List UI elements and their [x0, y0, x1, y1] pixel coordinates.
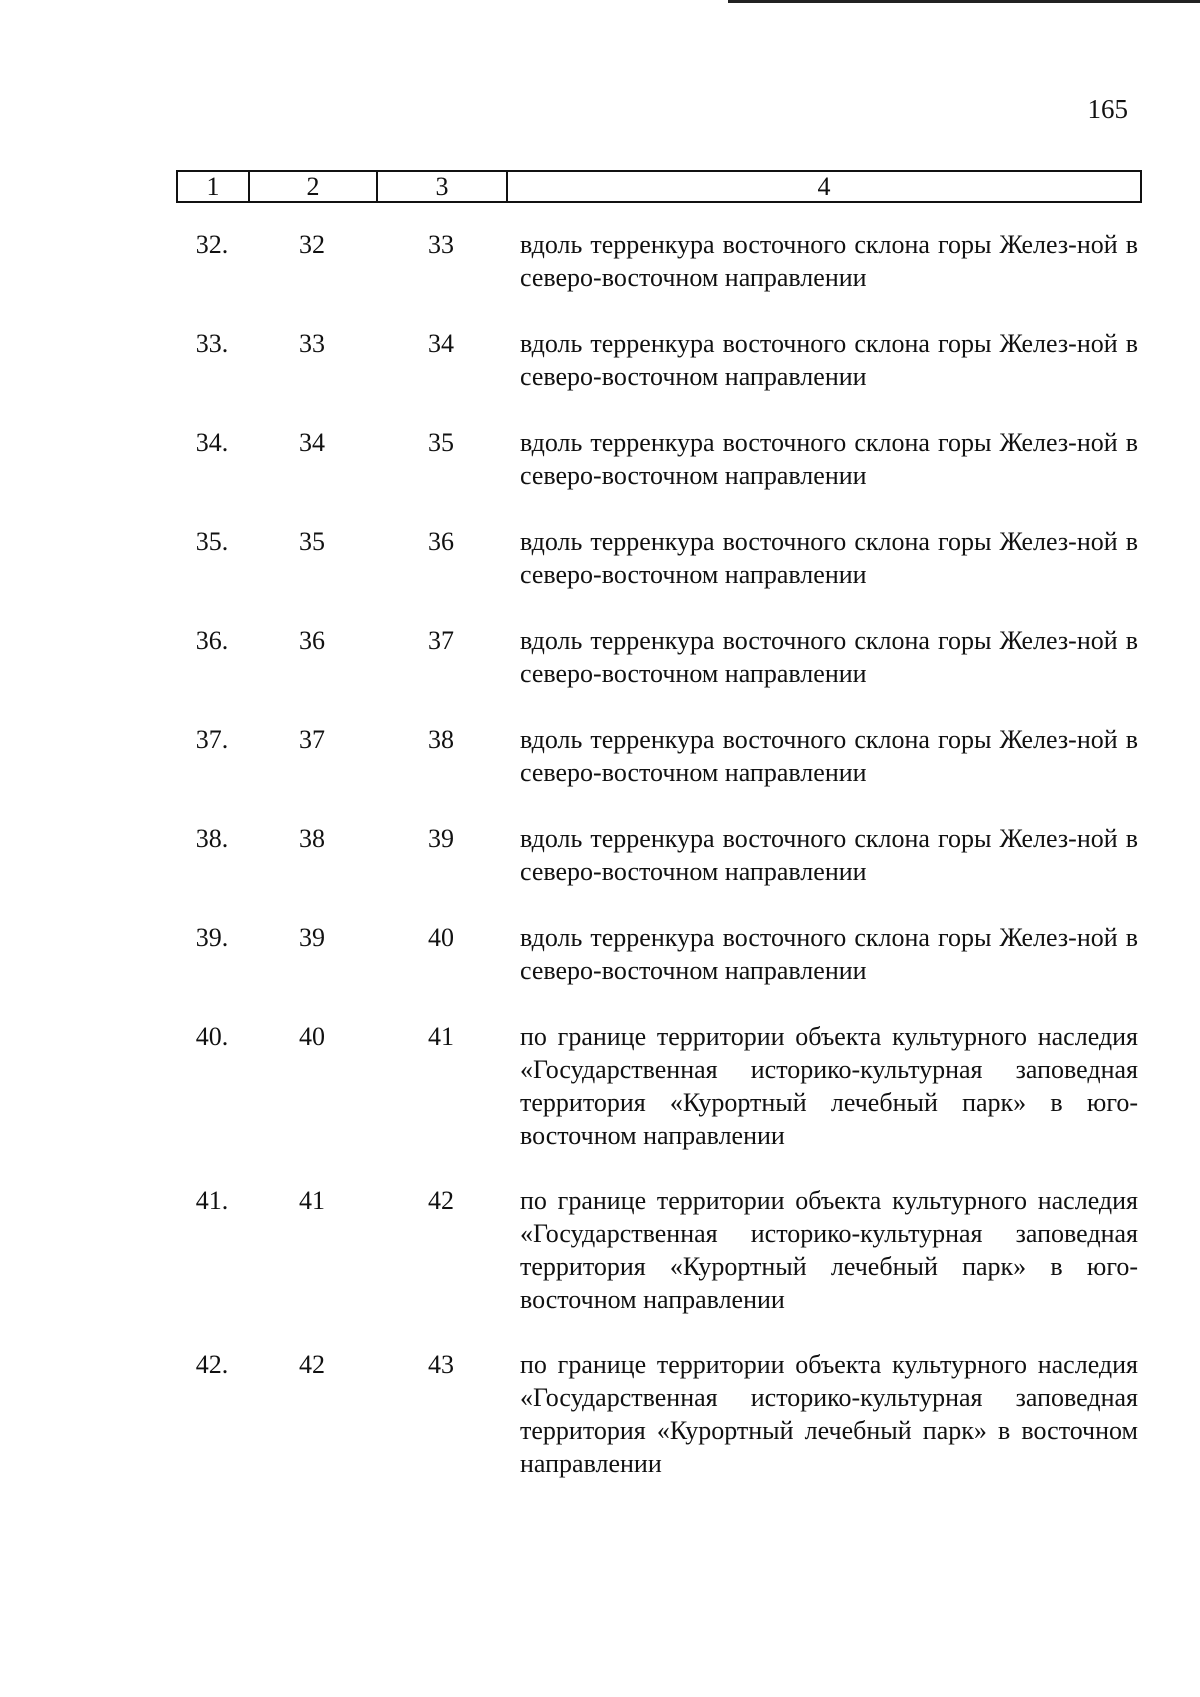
start-point: 40 — [299, 1022, 325, 1051]
end-point: 38 — [428, 725, 454, 754]
row-number: 33. — [195, 329, 229, 358]
start-point: 32 — [299, 230, 325, 259]
start-point: 36 — [299, 626, 325, 655]
start-point: 34 — [299, 428, 325, 457]
column-number-header — [176, 170, 1142, 203]
row-number: 34. — [195, 428, 229, 457]
boundary-description: по границе территории объекта культурного наследия «Государственная историко-культурная заповедная территория «Курортный лечебный парк» в восточном направлении — [520, 1350, 1138, 1478]
boundary-description: вдоль терренкура восточного склона горы Желез-ной в северо-восточном направлении — [520, 527, 1138, 589]
row-number: 37. — [195, 725, 229, 754]
header-col-3: 3 — [378, 172, 508, 201]
table-row — [176, 723, 1142, 789]
row-number: 42. — [195, 1350, 229, 1379]
row-number: 36. — [195, 626, 229, 655]
row-number: 39. — [195, 923, 229, 952]
start-point: 37 — [299, 725, 325, 754]
row-number: 41. — [195, 1186, 229, 1215]
start-point: 41 — [299, 1186, 325, 1215]
table-row — [176, 525, 1142, 591]
table-row — [176, 1184, 1142, 1316]
table-row — [176, 624, 1142, 690]
boundary-description: вдоль терренкура восточного склона горы Желез-ной в северо-восточном направлении — [520, 329, 1138, 391]
top-edge-rule — [728, 0, 1200, 3]
row-number: 40. — [195, 1022, 229, 1051]
boundary-description: по границе территории объекта культурного наследия «Государственная историко-культурная заповедная территория «Курортный лечебный парк» в юго-восточном направлении — [520, 1022, 1138, 1150]
boundary-description: вдоль терренкура восточного склона горы Желез-ной в северо-восточном направлении — [520, 923, 1138, 985]
row-number: 35. — [195, 527, 229, 556]
end-point: 39 — [428, 824, 454, 853]
end-point: 42 — [428, 1186, 454, 1215]
end-point: 40 — [428, 923, 454, 952]
start-point: 33 — [299, 329, 325, 358]
end-point: 35 — [428, 428, 454, 457]
header-col-2: 2 — [250, 172, 378, 201]
start-point: 38 — [299, 824, 325, 853]
end-point: 37 — [428, 626, 454, 655]
end-point: 41 — [428, 1022, 454, 1051]
table-row — [176, 426, 1142, 492]
table-row — [176, 327, 1142, 393]
end-point: 33 — [428, 230, 454, 259]
table-row — [176, 921, 1142, 987]
page-number: 165 — [1087, 94, 1128, 124]
start-point: 35 — [299, 527, 325, 556]
table-row — [176, 822, 1142, 888]
boundary-description: вдоль терренкура восточного склона горы Желез-ной в северо-восточном направлении — [520, 725, 1138, 787]
table-row — [176, 228, 1142, 294]
start-point: 39 — [299, 923, 325, 952]
boundary-description: вдоль терренкура восточного склона горы Желез-ной в северо-восточном направлении — [520, 230, 1138, 292]
end-point: 43 — [428, 1350, 454, 1379]
table-row — [176, 1348, 1142, 1480]
boundary-description: вдоль терренкура восточного склона горы Желез-ной в северо-восточном направлении — [520, 626, 1138, 688]
end-point: 34 — [428, 329, 454, 358]
boundary-description: по границе территории объекта культурного наследия «Государственная историко-культурная заповедная территория «Курортный лечебный парк» в юго-восточном направлении — [520, 1186, 1138, 1314]
row-number: 32. — [195, 230, 229, 259]
header-col-4: 4 — [817, 172, 831, 201]
boundary-description: вдоль терренкура восточного склона горы Желез-ной в северо-восточном направлении — [520, 824, 1138, 886]
table-row — [176, 1020, 1142, 1152]
table-body — [176, 228, 1142, 1512]
start-point: 42 — [299, 1350, 325, 1379]
header-col-1: 1 — [178, 172, 250, 201]
boundary-description: вдоль терренкура восточного склона горы Желез-ной в северо-восточном направлении — [520, 428, 1138, 490]
end-point: 36 — [428, 527, 454, 556]
row-number: 38. — [195, 824, 229, 853]
